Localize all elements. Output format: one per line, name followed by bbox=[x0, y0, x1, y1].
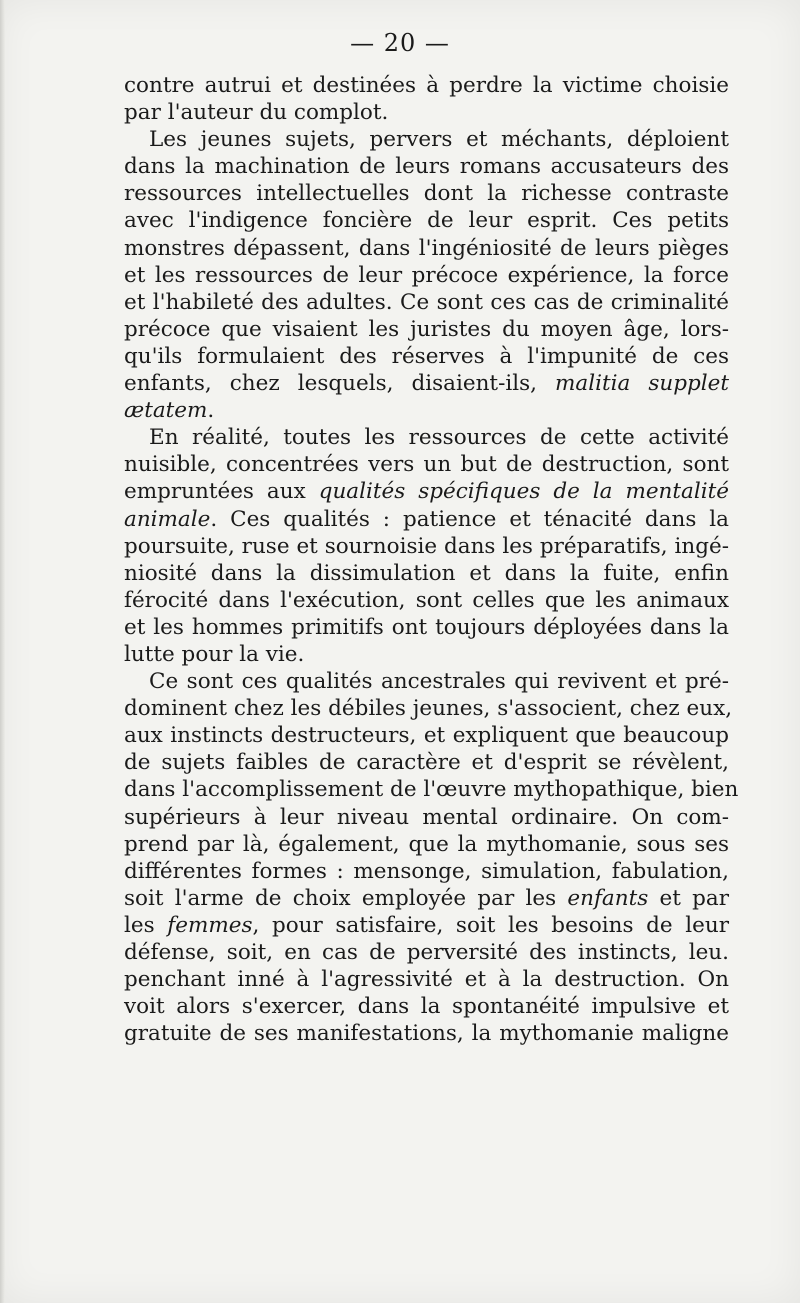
text-line: précoce que visaient les juristes du moyen âge, lors- bbox=[124, 316, 729, 342]
text-line: et l'habileté des adultes. Ce sont ces cas de criminalité bbox=[124, 289, 729, 315]
text-line: différentes formes : mensonge, simulation, fabulation, bbox=[124, 858, 729, 884]
text-line: niosité dans la dissimulation et dans la fuite, enfin bbox=[124, 560, 729, 586]
text-line: supérieurs à leur niveau mental ordinaire. On com- bbox=[124, 804, 729, 830]
text-line: En réalité, toutes les ressources de cette activité bbox=[149, 425, 729, 451]
text-line: ætatem. bbox=[124, 398, 215, 424]
text-line: poursuite, ruse et sournoisie dans les préparatifs, ingé- bbox=[124, 533, 729, 559]
text-line: dans la machination de leurs romans accusateurs des bbox=[124, 154, 729, 180]
text-line: soit l'arme de choix employée par les enfants et par bbox=[124, 885, 729, 911]
text-line: dominent chez les débiles jeunes, s'associent, chez eux, bbox=[124, 696, 733, 722]
text-line: et les ressources de leur précoce expérience, la force bbox=[124, 262, 729, 288]
text-line: ressources intellectuelles dont la richesse contraste bbox=[124, 181, 729, 207]
text-line: Les jeunes sujets, pervers et méchants, déploient bbox=[149, 127, 729, 153]
text-line: avec l'indigence foncière de leur esprit. Ces petits bbox=[124, 208, 729, 234]
text-line: les femmes, pour satisfaire, soit les besoins de leur bbox=[124, 912, 730, 938]
text-line: gratuite de ses manifestations, la mythomanie maligne bbox=[124, 1021, 729, 1047]
text-line: enfants, chez lesquels, disaient-ils, malitia supplet bbox=[124, 371, 729, 397]
text-line: prend par là, également, que la mythomanie, sous ses bbox=[124, 831, 729, 857]
text-line: contre autrui et destinées à perdre la victime choisie bbox=[124, 73, 729, 98]
text-line: Ce sont ces qualités ancestrales qui revivent et pré- bbox=[149, 669, 729, 695]
text-line: par l'auteur du complot. bbox=[124, 100, 389, 126]
text-line: de sujets faibles de caractère et d'esprit se révèlent, bbox=[124, 750, 729, 776]
text-line: animale. Ces qualités : patience et ténacité dans la bbox=[124, 506, 729, 532]
body-text bbox=[124, 72, 739, 1047]
text-line: penchant inné à l'agressivité et à la destruction. On bbox=[124, 967, 729, 993]
text-line: aux instincts destructeurs, et expliquent que beaucoup bbox=[124, 723, 729, 749]
text-line: monstres dépassent, dans l'ingéniosité de leurs pièges bbox=[124, 235, 729, 261]
text-line: qu'ils formulaient des réserves à l'impunité de ces bbox=[124, 343, 729, 369]
text-line: lutte pour la vie. bbox=[124, 641, 305, 667]
text-line: et les hommes primitifs ont toujours déployées dans la bbox=[124, 614, 729, 640]
text-line: nuisible, concentrées vers un but de destruction, sont bbox=[124, 452, 729, 478]
page-number: — 20 — bbox=[350, 29, 450, 57]
text-line: dans l'accomplissement de l'œuvre mythopathique, bien bbox=[124, 777, 739, 803]
text-line: défense, soit, en cas de perversité des instincts, leu. bbox=[124, 940, 729, 965]
text-line: empruntées aux qualités spécifiques de la mentalité bbox=[124, 479, 729, 505]
text-line: voit alors s'exercer, dans la spontanéité impulsive et bbox=[124, 994, 729, 1020]
text-line: férocité dans l'exécution, sont celles que les animaux bbox=[124, 587, 729, 613]
page-edge bbox=[0, 0, 5, 1303]
